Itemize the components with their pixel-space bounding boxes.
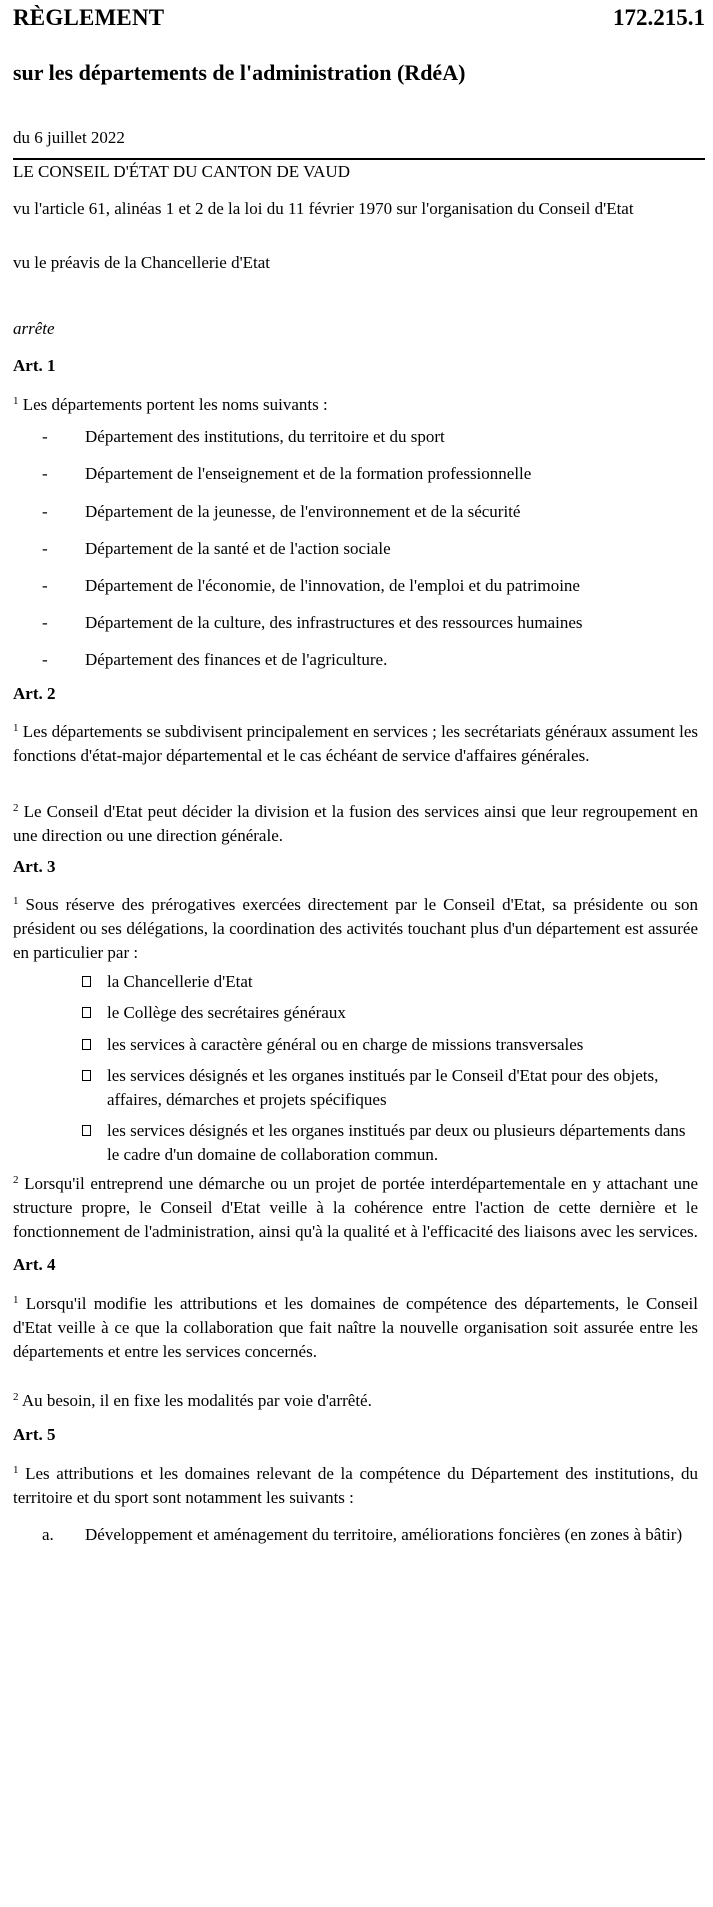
checkbox-bullet-icon [82, 1125, 91, 1136]
document-subtitle: sur les départements de l'administration (RdéA) [13, 60, 466, 85]
article-heading: Art. 3 [13, 857, 56, 876]
paragraph-text: Les départements portent les noms suivants : [22, 395, 328, 414]
paragraph-text: Les départements se subdivisent principalement en services ; les secrétariats généraux assument les fonctions d'état-major départemental et le cas échéant de service d'affaires générales. [13, 722, 698, 765]
article-heading: Art. 2 [13, 684, 56, 703]
list-item [0, 500, 713, 524]
department-name: Département des finances et de l'agriculture. [85, 650, 388, 669]
article-heading: Art. 5 [13, 1425, 56, 1444]
list-marker: - [42, 613, 48, 632]
department-name: Département de l'économie, de l'innovation, de l'emploi et du patrimoine [85, 576, 580, 595]
arrete-keyword: arrête [13, 319, 55, 338]
paragraph [13, 800, 698, 848]
document-date: du 6 juillet 2022 [13, 128, 125, 147]
list-item [0, 611, 713, 635]
paragraph [13, 1462, 698, 1510]
department-name: Département de l'enseignement et de la formation professionnelle [85, 464, 532, 483]
department-name: Département des institutions, du territoire et du sport [85, 427, 445, 446]
list-marker: - [42, 427, 48, 446]
paragraph-number: 1 [13, 1464, 19, 1476]
paragraph [13, 393, 698, 417]
document-type-title: RÈGLEMENT [13, 5, 165, 30]
list-marker: - [42, 539, 48, 558]
list-item [0, 574, 713, 598]
list-item-text: Développement et aménagement du territoire, améliorations foncières (en zones à bâtir) [85, 1525, 683, 1544]
list-item [0, 648, 713, 672]
list-marker: - [42, 464, 48, 483]
list-marker: - [42, 576, 48, 595]
authority-line: LE CONSEIL D'ÉTAT DU CANTON DE VAUD [13, 162, 350, 181]
list-marker: a. [42, 1525, 54, 1544]
list-item [0, 462, 713, 486]
list-item-text: les services désignés et les organes institués par le Conseil d'Etat pour des objets, affaires, démarches et projets spécifiques [107, 1066, 659, 1109]
list-item [0, 425, 713, 449]
list-marker: - [42, 650, 48, 669]
list-item-text: les services désignés et les organes institués par deux ou plusieurs départements dans le cadre d'un domaine de collaboration commun. [107, 1121, 686, 1164]
department-name: Département de la santé et de l'action sociale [85, 539, 391, 558]
paragraph-text: Au besoin, il en fixe les modalités par voie d'arrêté. [21, 1391, 372, 1410]
checkbox-bullet-icon [82, 1039, 91, 1050]
preamble-vu-article: vu l'article 61, alinéas 1 et 2 de la loi du 11 février 1970 sur l'organisation du Conseil d'Etat [13, 199, 634, 218]
department-name: Département de la jeunesse, de l'environnement et de la sécurité [85, 502, 521, 521]
preamble-vu-preavis: vu le préavis de la Chancellerie d'Etat [13, 253, 271, 272]
paragraph-number: 2 [13, 1174, 19, 1186]
paragraph [13, 1292, 698, 1364]
paragraph-number: 1 [13, 722, 19, 734]
list-item-text: le Collège des secrétaires généraux [107, 1003, 346, 1022]
paragraph-text: Les attributions et les domaines relevant de la compétence du Département des institutions, du territoire et du sport sont notamment les suivants : [13, 1464, 698, 1507]
list-item-text: la Chancellerie d'Etat [107, 972, 253, 991]
paragraph-number: 2 [13, 1391, 19, 1403]
paragraph-text: Lorsqu'il entreprend une démarche ou un projet de portée interdépartementale en y attachant une structure propre, le Conseil d'Etat veille à la cohérence entre l'action de cette dernière et le fonctionnement de l'administration, ainsi qu'à la qualité et à l'efficacité des liaisons avec les services. [13, 1174, 699, 1241]
paragraph [13, 1389, 698, 1413]
department-name: Département de la culture, des infrastructures et des ressources humaines [85, 613, 583, 632]
paragraph-number: 1 [13, 895, 19, 907]
document-number: 172.215.1 [613, 5, 705, 30]
list-marker: - [42, 502, 48, 521]
paragraph-text: Lorsqu'il modifie les attributions et les domaines de compétence des départements, le Conseil d'Etat veille à ce que la collaboration que fait naître la nouvelle organisation soit assurée entre les départements et entre les services concernés. [13, 1294, 698, 1361]
paragraph-number: 1 [13, 1294, 19, 1306]
paragraph-text: Sous réserve des prérogatives exercées directement par le Conseil d'Etat, sa présidente ou son président ou ses délégations, la coordination des activités touchant plus d'un département est assurée en particulier par : [13, 895, 699, 962]
paragraph [13, 893, 698, 965]
paragraph [13, 720, 698, 768]
article-heading: Art. 1 [13, 356, 56, 375]
article-heading: Art. 4 [13, 1255, 56, 1274]
paragraph-text: Le Conseil d'Etat peut décider la division et la fusion des services ainsi que leur regroupement en une direction ou une direction générale. [13, 802, 699, 845]
paragraph-number: 2 [13, 802, 19, 814]
checkbox-bullet-icon [82, 976, 91, 987]
checkbox-bullet-icon [82, 1070, 91, 1081]
checkbox-bullet-icon [82, 1007, 91, 1018]
paragraph-number: 1 [13, 395, 19, 407]
list-item-text: les services à caractère général ou en charge de missions transversales [107, 1035, 584, 1054]
list-item [0, 537, 713, 561]
paragraph [13, 1172, 698, 1244]
